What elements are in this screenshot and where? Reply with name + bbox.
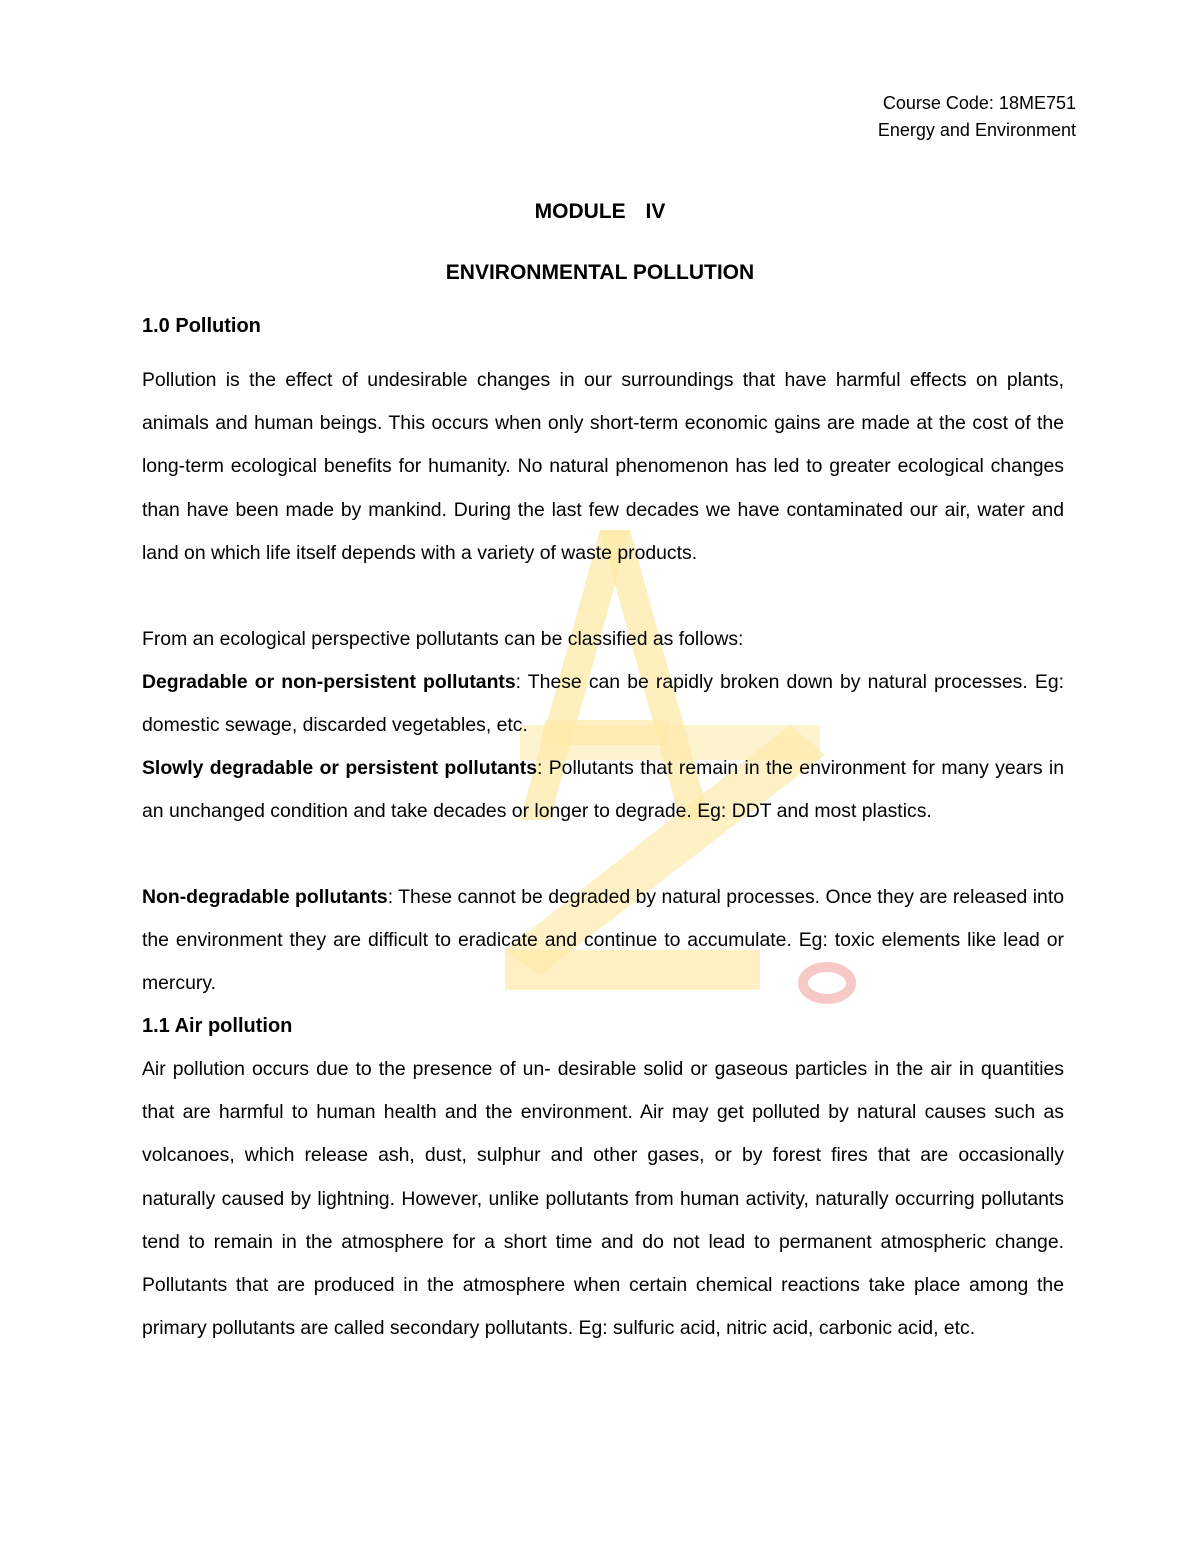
pollutant-class-description: : These cannot be degraded by natural processes. Once they are released into the environment they are difficult to eradicate and continue to accumulate. Eg: toxic elements like lead or mercury. [142, 886, 1064, 995]
section-heading-air-pollution: 1.1 Air pollution [142, 1015, 293, 1037]
pollutant-class-slowly-degradable [142, 747, 1064, 833]
chapter-title: ENVIRONMENTAL POLLUTION [445, 261, 755, 284]
course-code: Course Code: 18ME751 [882, 93, 1076, 113]
module-title: MODULE IV [534, 200, 666, 223]
section-heading-pollution: 1.0 Pollution [142, 315, 261, 337]
air-pollution-paragraph: Air pollution occurs due to the presence of un- desirable solid or gaseous particles in the air in quantities that are harmful to human health and the environment. Air may get polluted by natural causes such as volcanoes, which release ash, dust, sulphur and other gases, or by forest fires that are occasionally naturally caused by lightning. However, unlike pollutants from human activity, naturally occurring pollutants tend to remain in the atmosphere for a short time and do not lead to permanent atmospheric change. Pollutants that are produced in the atmosphere when certain chemical reactions take place among the primary pollutants are called secondary pollutants. Eg: sulfuric acid, nitric acid, carbonic acid, etc. [142, 1058, 1064, 1340]
pollution-paragraph: Pollution is the effect of undesirable changes in our surroundings that have harmful effects on plants, animals and human beings. This occurs when only short-term economic gains are made at the cost of the long-term ecological benefits for humanity. No natural phenomenon has led to greater ecological changes than have been made by mankind. During the last few decades we have contaminated our air, water and land on which life itself depends with a variety of waste products. [142, 369, 1064, 564]
document-header [878, 90, 1076, 144]
subject-name: Energy and Environment [877, 120, 1076, 140]
classification-intro: From an ecological perspective pollutants can be classified as follows: [142, 628, 744, 650]
pollutant-class-description: : Pollutants that remain in the environment for many years in an unchanged condition and take decades or longer to degrade. Eg: DDT and most plastics. [142, 757, 1064, 823]
pollutant-class-non-degradable [142, 876, 1064, 1006]
pollutant-class-term: Non-degradable pollutants [142, 886, 388, 908]
pollutant-class-term: Slowly degradable or persistent pollutants [142, 757, 537, 779]
pollutant-class-degradable [142, 661, 1064, 747]
pollutant-class-term: Degradable or non-persistent pollutants [142, 671, 516, 693]
pollutant-class-description: : These can be rapidly broken down by natural processes. Eg: domestic sewage, discarded vegetables, etc. [142, 671, 1064, 737]
